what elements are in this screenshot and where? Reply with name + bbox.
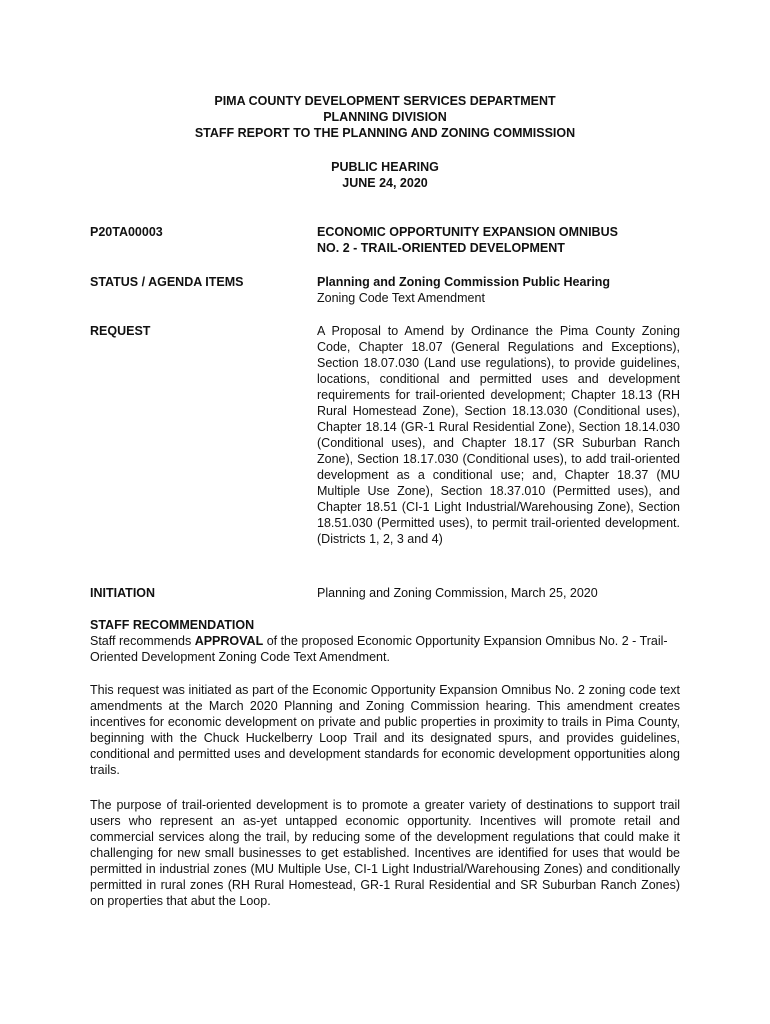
initiation-value: Planning and Zoning Commission, March 25, 2020 [317, 586, 598, 600]
staff-recommendation-text [90, 633, 680, 665]
status-value-text: Zoning Code Text Amendment [317, 291, 485, 305]
case-title-line1: ECONOMIC OPPORTUNITY EXPANSION OMNIBUS [317, 225, 618, 239]
case-number: P20TA00003 [90, 225, 163, 239]
status-value-bold: Planning and Zoning Commission Public Hearing [317, 275, 611, 289]
status-value [317, 274, 680, 306]
body-paragraph: The purpose of trail-oriented development is to promote a greater variety of destinations to support trail users who represent an as-yet untapped economic opportunity. Incentives will promote retail and commercial services along the trail, by reducing some of the development regulations that could make it challenging for new small businesses to get established. Incentives are identified for uses that would be permitted in industrial zones (MU Multiple Use, CI-1 Light Industrial/Warehousing Zones) and conditionally permitted in rural zones (RH Rural Homestead, GR-1 Rural Residential and SR Suburban Ranch Zones) on properties that abut the Loop. [90, 798, 680, 908]
hearing-date: JUNE 24, 2020 [342, 176, 428, 190]
division-title: PLANNING DIVISION [323, 110, 447, 124]
request-label: REQUEST [90, 324, 151, 338]
body-paragraph: This request was initiated as part of the Economic Opportunity Expansion Omnibus No. 2 zoning code text amendments at the March 2020 Planning and Zoning Commission hearing. This amendment creates incentives for economic development on private and public properties in proximity to trails in Pima County, beginning with the Chuck Huckelberry Loop Trail and its designated spurs, and provides guidelines, conditional and permitted uses and development standards for economic development opportunities along trails. [90, 683, 680, 777]
case-title-line2: NO. 2 - TRAIL-ORIENTED DEVELOPMENT [317, 241, 565, 255]
request-text: A Proposal to Amend by Ordinance the Pima County Zoning Code, Chapter 18.07 (General Regulations and Exceptions), Section 18.07.030 (Land use regulations), to provide guidelines, locations, conditional and permitted uses and development requirements for trail-oriented development; Chapter 18.13 (RH Rural Homestead Zone), Section 18.13.030 (Conditional uses), Chapter 18.14 (GR-1 Rural Residential Zone), Section 18.14.030 (Conditional uses), and Chapter 18.17 (SR Suburban Ranch Zone), Section 18.17.030 (Conditional uses), to add trail-oriented development as a conditional use; and, Chapter 18.37 (MU Multiple Use Zone), Section 18.37.010 (Permitted uses), and Chapter 18.51 (CI-1 Light Industrial/Warehousing Zone), Section 18.51.030 (Permitted uses), to permit trail-oriented development. (Districts 1, 2, 3 and 4) [317, 324, 680, 546]
case-title [317, 224, 680, 256]
staff-recommendation-heading: STAFF RECOMMENDATION [90, 618, 255, 632]
recommendation-pre: Staff recommends [90, 634, 195, 648]
report-title: STAFF REPORT TO THE PLANNING AND ZONING COMMISSION [194, 126, 576, 140]
recommendation-post: of the proposed Economic Opportunity Expansion Omnibus No. 2 - Trail-Oriented Development Zoning Code Text Amendment. [90, 634, 668, 664]
status-label: STATUS / AGENDA ITEMS [90, 275, 244, 289]
recommendation-approval: APPROVAL [194, 634, 264, 648]
hearing-title: PUBLIC HEARING [331, 160, 439, 174]
department-title: PIMA COUNTY DEVELOPMENT SERVICES DEPARTMENT [214, 94, 556, 108]
initiation-label: INITIATION [90, 586, 156, 600]
